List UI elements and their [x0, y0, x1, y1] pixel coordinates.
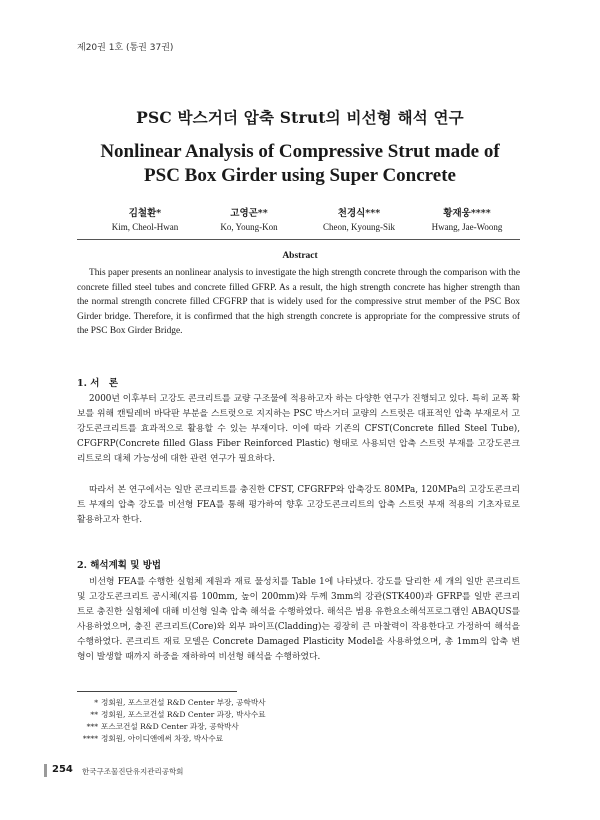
- author-name-korean: 김철환*: [128, 208, 162, 219]
- page-number: 254: [52, 764, 73, 775]
- body-paragraph: 2000년 이후부터 고강도 콘크리트를 교량 구조물에 적용하고자 하는 다양한 연구가 진행되고 있다. 특히 교폭 확보를 위해 캔틸레버 바닥판 부분을 스트럿으로 지지하는 PSC 박스거더 교량의 스트럿은 대표적인 압축 부재로서 고강도콘크리트를 효과적으로 활용할 수 있는 부재이다. 이에 따라 기존의 CFST(Concrete filled Steel Tube), CFGFRP(Concrete filled Glass Fiber Reinforced Plastic) 형태로 사용되던 압축 스트럿 부재를 고강도콘크리트로의 대체 가능성에 대한 관련 연구가 필요하다.: [77, 394, 520, 464]
- author-name-english: Cheon, Kyoung-Sik: [323, 222, 395, 232]
- title-english-line-2: PSC Box Girder using Super Concrete: [144, 165, 456, 186]
- footnote: [82, 697, 266, 709]
- author-name-english: Kim, Cheol-Hwan: [111, 222, 179, 232]
- footnote-text: 포스코건설 R&D Center 과장, 공학박사: [101, 722, 239, 731]
- footnote-mark: ****: [82, 734, 98, 743]
- footnote-mark: ***: [86, 722, 98, 731]
- title-english-line-1: Nonlinear Analysis of Compressive Strut made of: [100, 141, 500, 162]
- title-english: [0, 140, 600, 188]
- footnote-mark: **: [90, 710, 98, 719]
- footnote-text: 정회원, 포스코건설 R&D Center 부장, 공학박사: [101, 698, 266, 707]
- author-name-english: Ko, Young-Kon: [220, 222, 278, 232]
- journal-name: 한국구조물진단유지관리공학회: [82, 767, 184, 776]
- footnote-text: 정회원, 아이디앤에써 차장, 박사수료: [101, 734, 224, 743]
- footnote-divider: [77, 691, 237, 692]
- author-1: [90, 205, 200, 232]
- footnote: [82, 733, 266, 745]
- footnote: [82, 721, 266, 733]
- author-name-english: Hwang, Jae-Woong: [431, 222, 503, 232]
- body-paragraph: 따라서 본 연구에서는 일반 콘크리트를 충진한 CFST, CFGRFP와 압축강도 80MPa, 120MPa의 고강도콘크리트 부재의 압축 강도를 비선형 FEA를 통해 평가하여 향후 고강도콘크리트의 압축 스트럿 부재 적용의 기초자료로 활용하고자 한다.: [77, 485, 520, 525]
- author-name-korean: 황재웅****: [443, 208, 491, 219]
- body-paragraph: 비선형 FEA를 수행한 실험체 제원과 재료 물성치를 Table 1에 나타냈다. 강도를 달리한 세 개의 일반 콘크리트 및 고강도콘크리트 공시체(지름 100mm, 높이 200mm)와 두께 3mm의 강관(STK400)과 GFRP를 일반 콘크리트로 충진한 실험체에 대해 비선형 일축 압축 해석을 수행하였다. 해석은 범용 유한요소해석프로그램인 ABAQUS를 사용하였으며, 충진 콘크리트(Core)와 외부 파이프(Cladding)는 굉장히 큰 마찰력이 작용한다고 가정하여 해석을 수행하였다. 콘크리트 재료 모델은 Concrete Damaged Plasticity Model을 사용하였으며, 총 1mm의 압축 변형이 발생할 때까지 하중을 재하하여 비선형 해석을 수행하였다.: [77, 577, 520, 662]
- footer-accent-bar: [44, 764, 47, 777]
- abstract-text: This paper presents an nonlinear analysis to investigate the high strength concrete through the comparison with the concrete filled steel tubes and concrete filled GFRP. As a result, the high strength concrete has higher strength than the normal strength concrete filled CFGFRP that is widely used for the compressive strut member of the PSC Box Girder bridge. Therefore, it is confirmed that the high strength concrete is appropriate for the compressive struts of the PSC Box Girder Bridge.: [77, 268, 520, 337]
- author-4: [412, 205, 522, 232]
- section-heading-method: 2. 해석계획 및 방법: [77, 560, 162, 571]
- section-heading-introduction: 1. 서 론: [77, 378, 119, 389]
- header-divider: [77, 239, 520, 240]
- footnote-mark: *: [94, 698, 98, 707]
- author-name-korean: 고영곤**: [230, 208, 268, 219]
- issue-header: 제20권 1호 (통권 37권): [77, 43, 174, 53]
- abstract-heading: Abstract: [282, 251, 318, 261]
- author-2: [194, 205, 304, 232]
- author-name-korean: 천경식***: [337, 208, 381, 219]
- footnotes: [82, 697, 266, 745]
- author-3: [304, 205, 414, 232]
- footnote: [82, 709, 266, 721]
- footnote-text: 정회원, 포스코건설 R&D Center 과장, 박사수료: [101, 710, 266, 719]
- title-korean: PSC 박스거더 압축 Strut의 비선형 해석 연구: [136, 108, 464, 127]
